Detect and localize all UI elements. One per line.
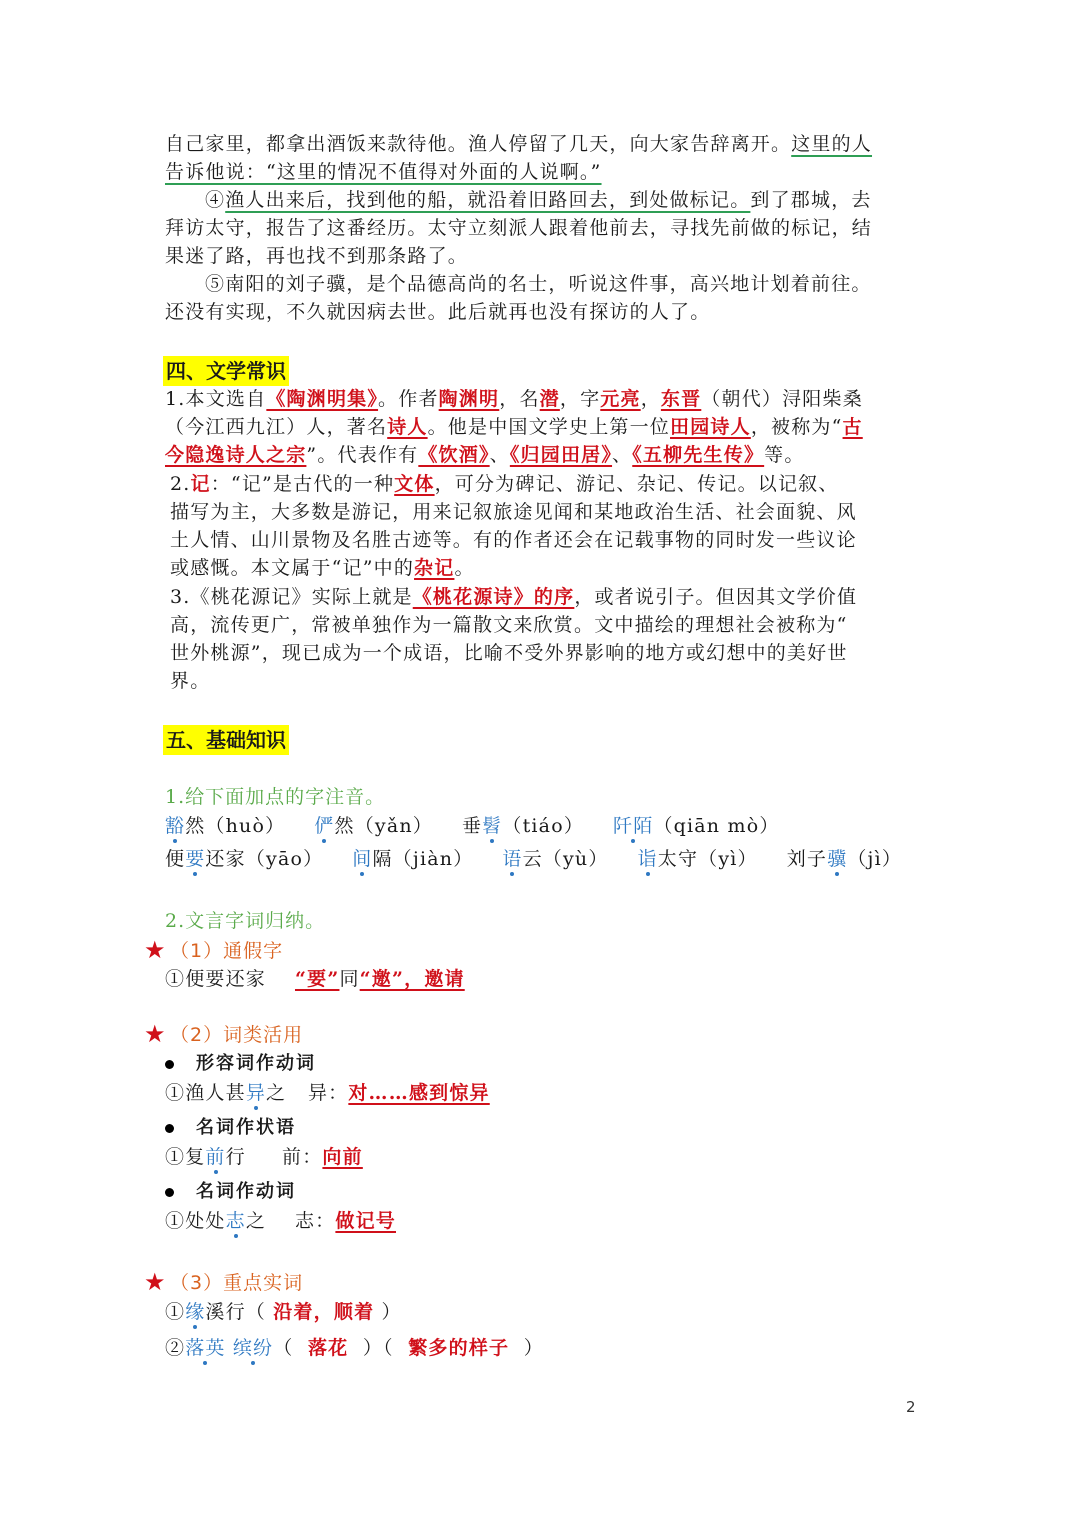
pinyin-row: 豁然（huò） 俨然（yǎn） 垂髫（tiáo） 阡陌（qiān mò） (165, 815, 780, 837)
text-line: ②落英 缤纷（ 落花 ）（ 繁多的样子 ） (165, 1337, 544, 1359)
subheading-tongjiazi: （1）通假字 (170, 940, 284, 962)
text-line: 今隐逸诗人之宗”。代表作有《饮酒》、《归园田居》、《五柳先生传》等。 (165, 444, 805, 466)
text-line: ①渔人甚异之 异：对……感到惊异 (165, 1082, 490, 1104)
text-line: ①复前行 前：向前 (165, 1146, 363, 1168)
page-number: 2 (906, 1398, 916, 1416)
text-line: 界。 (170, 670, 211, 692)
text-line: ①缘溪行（ 沿着，顺着 ） (165, 1301, 402, 1323)
star-icon: ★ (144, 1020, 166, 1048)
text-line: 还没有实现，不久就因病去世。此后就再也没有探访的人了。 (165, 301, 711, 323)
text-line: （今江西九江）人，著名诗人。他是中国文学史上第一位田园诗人，被称为“古 (165, 416, 863, 438)
section-heading-literature: 四、文学常识 (163, 356, 289, 386)
subheading-word-class: （2）词类活用 (170, 1024, 304, 1046)
text-line: ④渔人出来后，找到他的船，就沿着旧路回去，到处做标记。到了郡城，去 (205, 189, 872, 211)
star-icon: ★ (144, 1268, 166, 1296)
text-line: 1.本文选自《陶渊明集》。作者陶渊明，名潜，字元亮，东晋（朝代）浔阳柴桑 (165, 388, 863, 410)
text-line: 3.《桃花源记》实际上就是《桃花源诗》的序，或者说引子。但因其文学价值 (170, 586, 858, 608)
text-line: 描写为主，大多数是游记，用来记叙旅途见闻和某地政治生活、社会面貌、风 (170, 501, 857, 523)
text-line: 高，流传更广，常被单独作为一篇散文来欣赏。文中描绘的理想社会被称为“ (170, 614, 848, 636)
bullet-icon (165, 1124, 174, 1133)
text-line: ①处处志之 志：做记号 (165, 1210, 396, 1232)
subheading-key-words: （3）重点实词 (170, 1272, 304, 1294)
bullet-item: 形容词作动词 (165, 1050, 316, 1078)
text-line: 2.记：“记”是古代的一种文体，可分为碑记、游记、杂记、传记。以记叙、 (170, 473, 839, 495)
star-icon: ★ (144, 936, 166, 964)
pinyin-row: 便要还家（yāo） 间隔（jiàn） 语云（yù） 诣太守（yì） 刘子骥（jì） (165, 848, 903, 870)
section-heading-basics: 五、基础知识 (163, 725, 289, 755)
bullet-item: 名词作状语 (165, 1114, 296, 1142)
text-line: 或感慨。本文属于“记”中的杂记。 (170, 557, 475, 579)
text-line: 土人情、山川景物及名胜古迹等。有的作者还会在记载事物的同时发一些议论 (170, 529, 857, 551)
text-line: 告诉他说：“这里的情况不值得对外面的人说啊。” (165, 161, 602, 183)
text-line: 自己家里，都拿出酒饭来款待他。渔人停留了几天，向大家告辞离开。这里的人 (165, 133, 873, 155)
text-line: 世外桃源”，现已成为一个成语，比喻不受外界影响的地方或幻想中的美好世 (170, 642, 848, 664)
question-classical-words: 2.文言字词归纳。 (165, 910, 326, 932)
bullet-icon (165, 1188, 174, 1197)
bullet-item: 名词作动词 (165, 1178, 296, 1206)
text-line: 拜访太守，报告了这番经历。太守立刻派人跟着他前去，寻找先前做的标记，结 (165, 217, 873, 239)
text-line: ①便要还家 “要”同“邀”，邀请 (165, 968, 465, 990)
question-pinyin: 1.给下面加点的字注音。 (165, 786, 386, 808)
bullet-icon (165, 1060, 174, 1069)
text-line: 果迷了路，再也找不到那条路了。 (165, 245, 469, 267)
text-line: ⑤南阳的刘子骥，是个品德高尚的名士，听说这件事，高兴地计划着前往。 (205, 273, 872, 295)
